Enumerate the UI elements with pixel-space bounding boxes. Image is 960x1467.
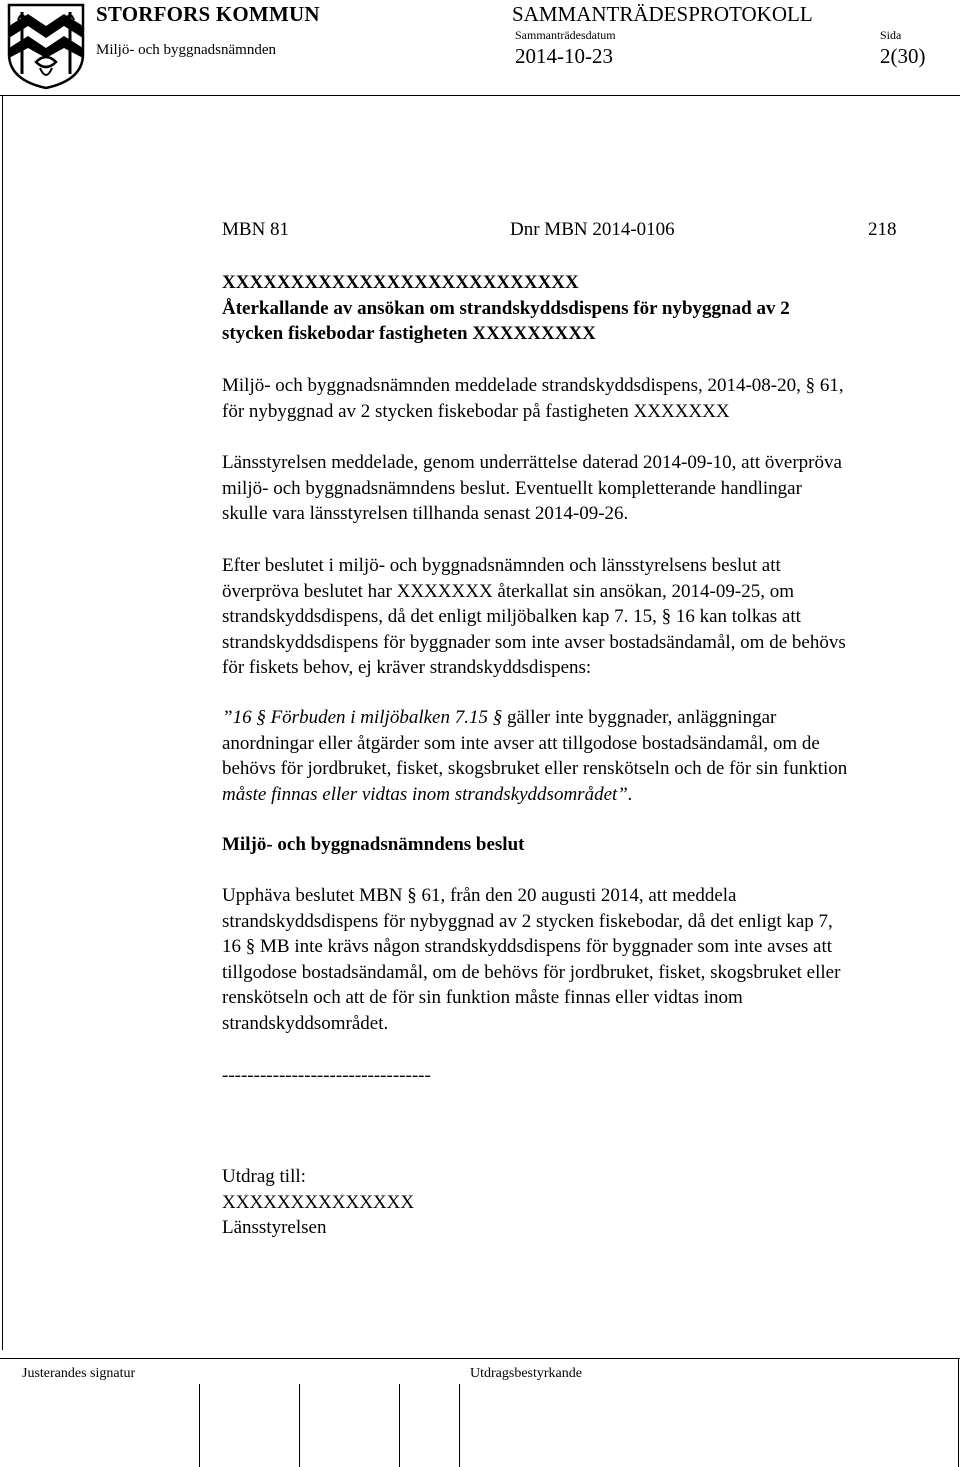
paragraph-line: strandskyddsdispens, då det enligt miljöbalken kap 7. 15, § 16 kan tolkas att (222, 606, 801, 628)
paragraph-line: överpröva beslutet har XXXXXXX återkallat sin ansökan, 2014-09-25, om (222, 580, 794, 602)
footer-rule (299, 1384, 300, 1467)
footer-rule (958, 1358, 959, 1467)
quote-line: måste finnas eller vidtas inom strandskyddsområdet”. (222, 783, 633, 805)
case-number: Dnr MBN 2014-0106 (510, 219, 675, 240)
page-label: Sida (880, 28, 902, 42)
decision-text (222, 883, 840, 1037)
paragraph-line: Efter beslutet i miljö- och byggnadsnämnden och länsstyrelsens beslut att (222, 555, 781, 576)
paragraph-line: Miljö- och byggnadsnämnden meddelade strandskyddsdispens, 2014-08-20, § 61, (222, 375, 844, 396)
decision-heading: Miljö- och byggnadsnämndens beslut (222, 834, 525, 855)
left-margin-rule (2, 95, 3, 1350)
law-quote (222, 705, 847, 807)
signature-label: Justerandes signatur (22, 1366, 136, 1381)
case-title-line: Återkallande av ansökan om strandskyddsdispens för nybyggnad av 2 (222, 297, 790, 319)
case-title-line: stycken fiskebodar fastigheten XXXXXXXXX (222, 323, 596, 345)
paragraph-withdrawal (222, 553, 846, 681)
quote-lead: ”16 § Förbuden i miljöbalken 7.15 § (222, 707, 503, 728)
paragraph-number: MBN 81 (222, 219, 290, 240)
paragraph-line: Länsstyrelsen meddelade, genom underrättelse daterad 2014-09-10, att överpröva (222, 452, 842, 473)
footer-rule (199, 1384, 200, 1467)
department-name: Miljö- och byggnadsnämnden (96, 42, 276, 58)
certification-label: Utdragsbestyrkande (470, 1366, 582, 1381)
meeting-date: 2014-10-23 (515, 44, 613, 68)
paragraph-county-board (222, 450, 842, 527)
case-title-line: XXXXXXXXXXXXXXXXXXXXXXXXXX (222, 272, 579, 293)
footer-rule (459, 1384, 460, 1467)
quote-line: behövs för jordbruket, fisket, skogsbruket eller renskötseln och de för sin funktion (222, 758, 848, 780)
date-label: Sammanträdesdatum (515, 28, 616, 42)
distribution-recipient: Länsstyrelsen (222, 1217, 327, 1239)
paragraph-line: för nybyggnad av 2 stycken fiskebodar på fastigheten XXXXXXX (222, 400, 730, 422)
distribution-heading: Utdrag till: (222, 1166, 306, 1187)
paragraph-line: miljö- och byggnadsnämndens beslut. Eventuellt kompletterande handlingar (222, 477, 802, 499)
case-title (222, 270, 790, 347)
paragraph-line: strandskyddsdispens för byggnader som inte avser bostadsändamål, om de behövs (222, 631, 846, 653)
case-code: 218 (868, 219, 897, 240)
decision-line: strandskyddsdispens för nybyggnad av 2 stycken fiskebodar, då det enligt kap 7, (222, 910, 833, 932)
distribution-list (222, 1164, 414, 1241)
decision-line: renskötseln och att de för sin funktion måste finnas eller vidtas inom (222, 987, 743, 1009)
separator-line: --------------------------------- (222, 1065, 431, 1086)
quote-text: gäller inte byggnader, anläggningar (502, 707, 777, 728)
municipality-coat-of-arms (6, 2, 86, 90)
decision-line: strandskyddsområdet. (222, 1012, 389, 1034)
reference-row (222, 219, 902, 245)
paragraph-background (222, 373, 844, 424)
decision-line: 16 § MB inte krävs någon strandskyddsdispens för byggnader som inte avses att (222, 936, 833, 958)
decision-line: Upphäva beslutet MBN § 61, från den 20 augusti 2014, att meddela (222, 885, 737, 906)
quote-line: anordningar eller åtgärder som inte avser att tillgodose bostadsändamål, om de (222, 732, 820, 754)
distribution-recipient: XXXXXXXXXXXXXX (222, 1191, 415, 1213)
page-number: 2(30) (880, 44, 926, 68)
footer-rule (399, 1384, 400, 1467)
organization-name: STORFORS KOMMUN (96, 2, 320, 26)
footer-divider (0, 1358, 960, 1359)
paragraph-line: skulle vara länsstyrelsen tillhanda senast 2014-09-26. (222, 503, 629, 525)
paragraph-line: för fiskets behov, ej kräver strandskyddsdispens: (222, 657, 592, 679)
decision-line: tillgodose bostadsändamål, om de behövs för jordbruket, fisket, skogsbruket eller (222, 961, 841, 983)
document-type: SAMMANTRÄDESPROTOKOLL (512, 2, 813, 26)
header-divider (0, 95, 960, 96)
